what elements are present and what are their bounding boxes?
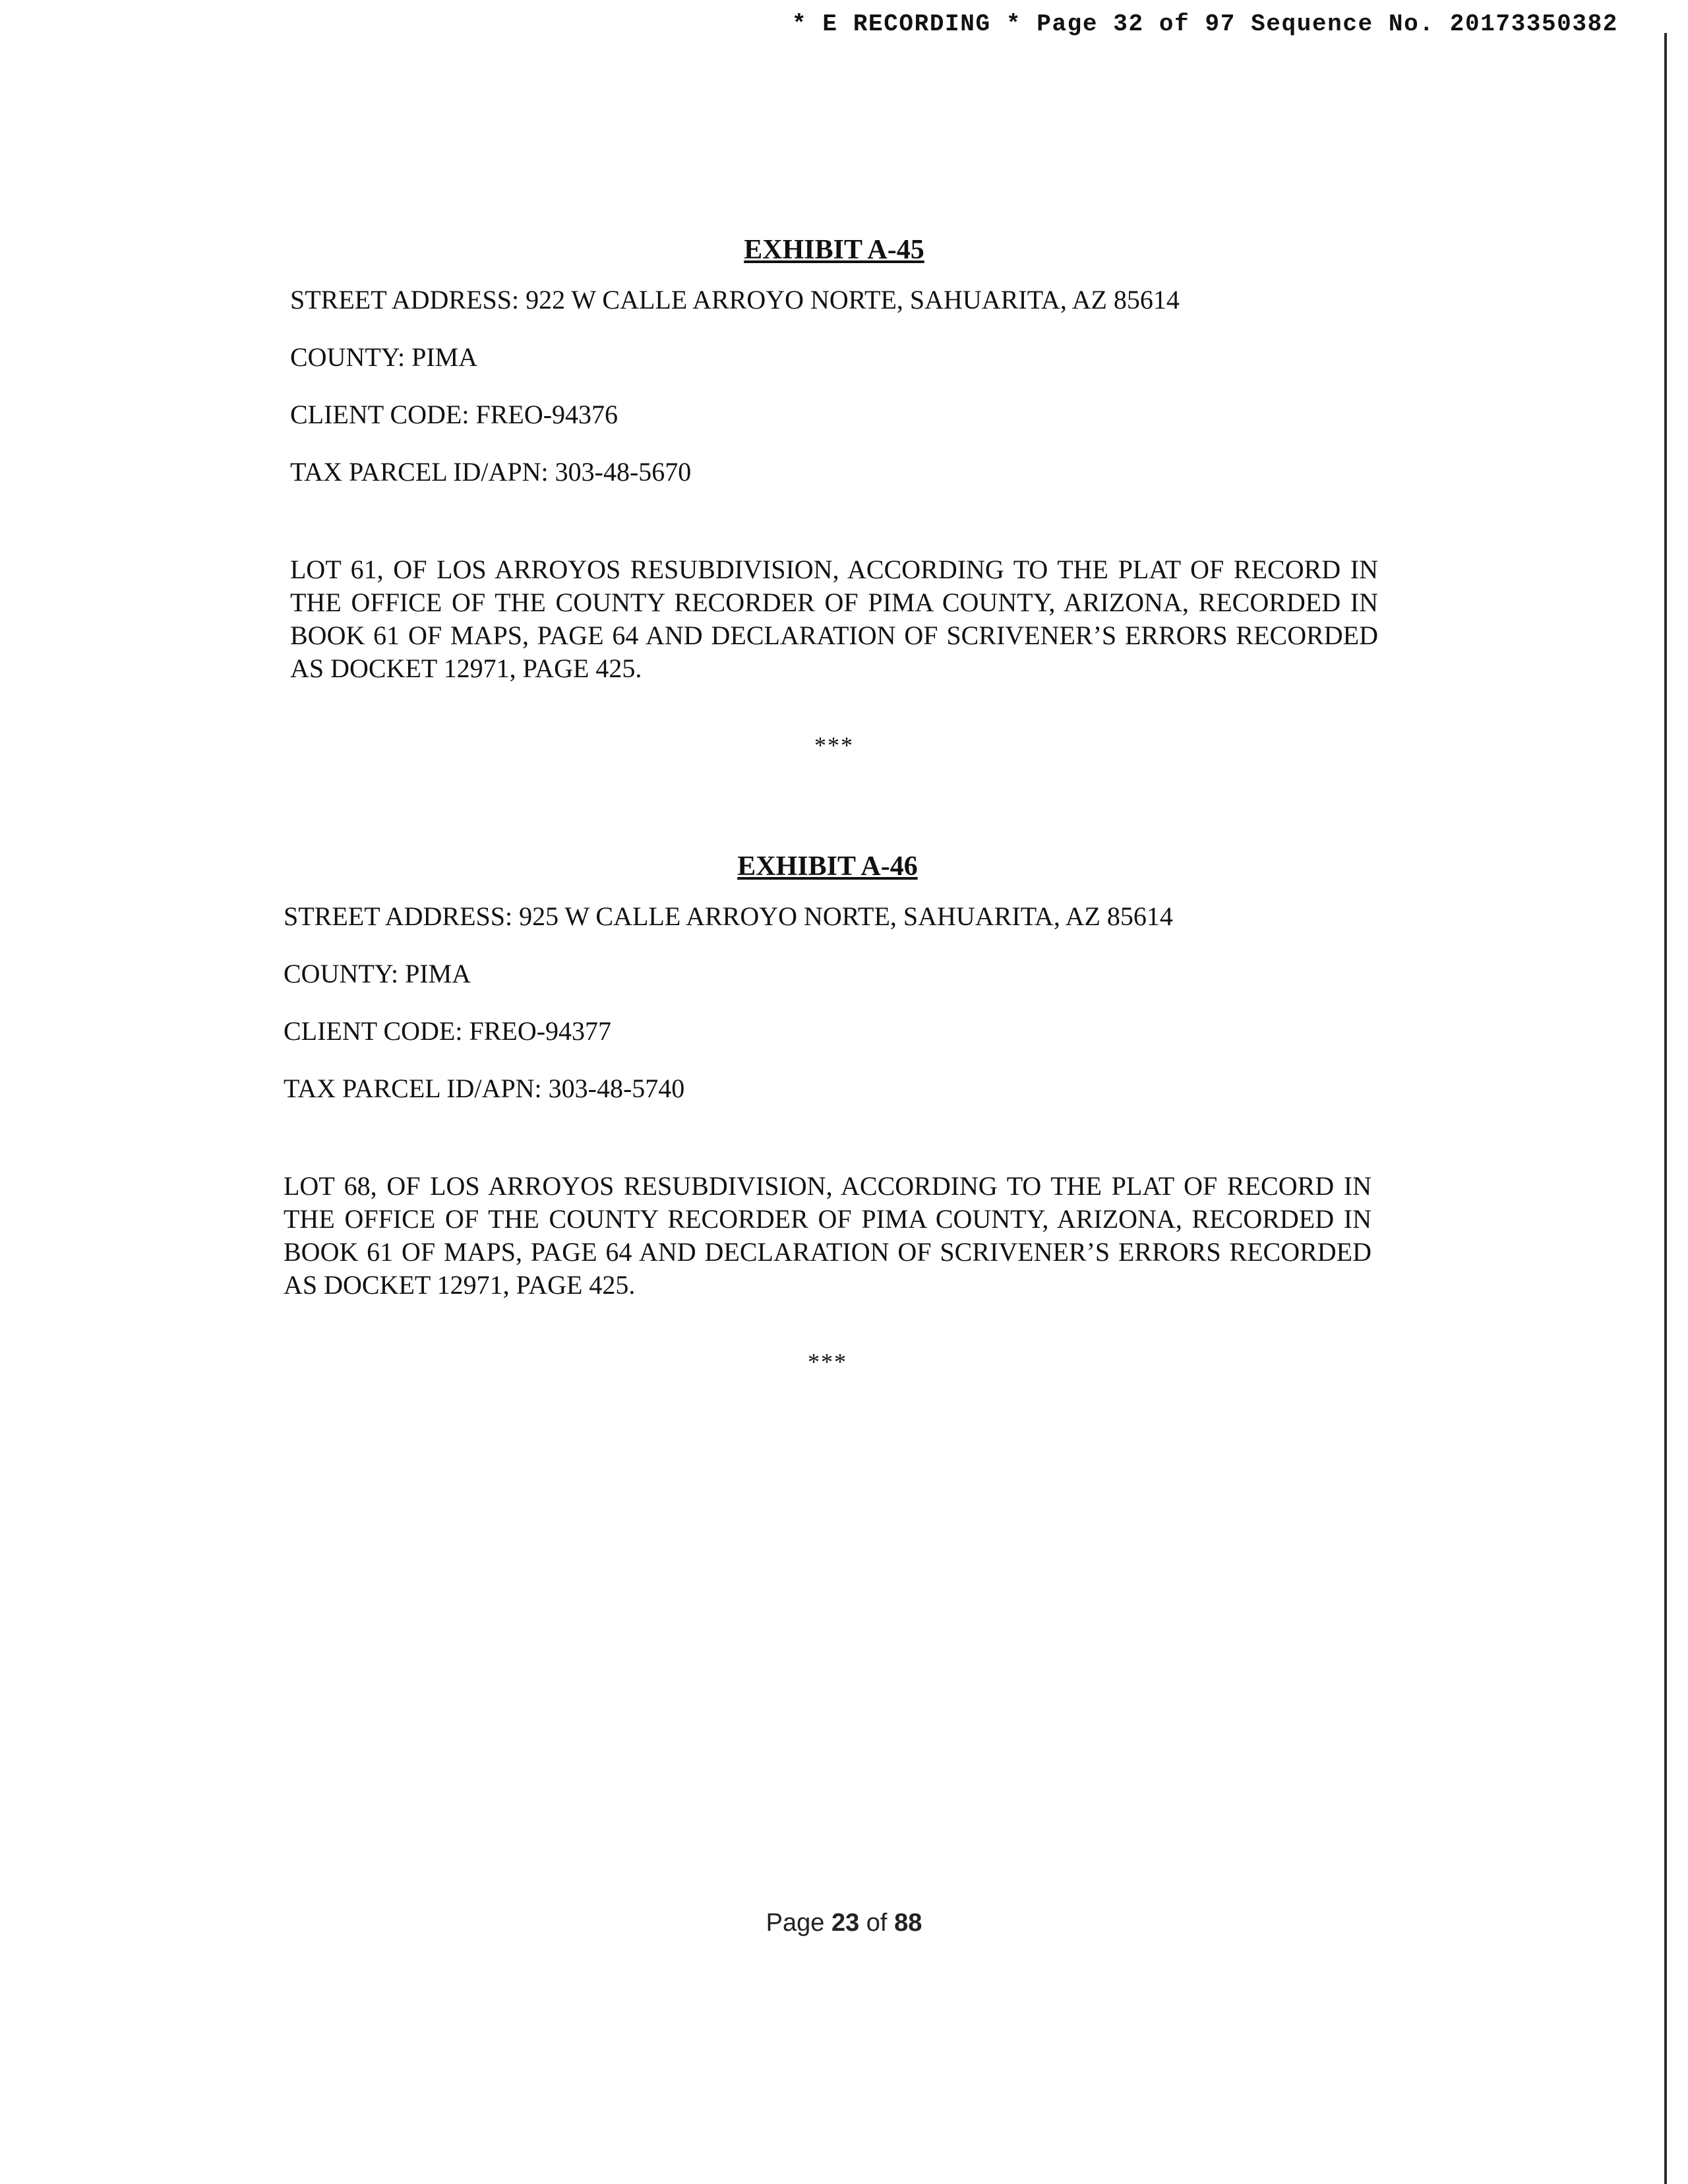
exhibit-a-45 [290, 234, 1378, 759]
recording-header: * E RECORDING * Page 32 of 97 Sequence No. 20173350382 [792, 11, 1618, 38]
total-page-count: 88 [894, 1909, 922, 1937]
footer-of: of [866, 1909, 888, 1937]
legal-description: LOT 68, OF LOS ARROYOS RESUBDIVISION, ACCORDING TO THE PLAT OF RECORD IN THE OFFICE OF THE COUNTY RECORDER OF PIMA COUNTY, ARIZONA, RECORDED IN BOOK 61 OF MAPS, PAGE 64 AND DECLARATION OF SCRIVENER’S ERRORS RECORDED AS DOCKET 12971, PAGE 425. [284, 1171, 1372, 1300]
exhibit-title: EXHIBIT A-46 [737, 851, 918, 882]
footer-prefix: Page [766, 1909, 825, 1937]
page-edge-line [1664, 33, 1667, 2184]
section-separator: *** [808, 1349, 847, 1375]
exhibit-a-46 [284, 851, 1372, 1376]
street-address: STREET ADDRESS: 925 W CALLE ARROYO NORTE, SAHUARITA, AZ 85614 [284, 901, 1173, 931]
page-number-footer [0, 1909, 1688, 1937]
tax-parcel-id: TAX PARCEL ID/APN: 303-48-5670 [290, 457, 692, 487]
client-code: CLIENT CODE: FREO-94377 [284, 1016, 612, 1046]
tax-parcel-id: TAX PARCEL ID/APN: 303-48-5740 [284, 1074, 685, 1103]
street-address: STREET ADDRESS: 922 W CALLE ARROYO NORTE, SAHUARITA, AZ 85614 [290, 285, 1180, 315]
section-separator: *** [814, 732, 854, 758]
county: COUNTY: PIMA [290, 342, 478, 372]
county: COUNTY: PIMA [284, 959, 471, 988]
client-code: CLIENT CODE: FREO-94376 [290, 400, 618, 429]
current-page-number: 23 [831, 1909, 860, 1937]
exhibit-title: EXHIBIT A-45 [744, 235, 924, 265]
legal-description: LOT 61, OF LOS ARROYOS RESUBDIVISION, ACCORDING TO THE PLAT OF RECORD IN THE OFFICE OF THE COUNTY RECORDER OF PIMA COUNTY, ARIZONA, RECORDED IN BOOK 61 OF MAPS, PAGE 64 AND DECLARATION OF SCRIVENER’S ERRORS RECORDED AS DOCKET 12971, PAGE 425. [290, 555, 1378, 683]
